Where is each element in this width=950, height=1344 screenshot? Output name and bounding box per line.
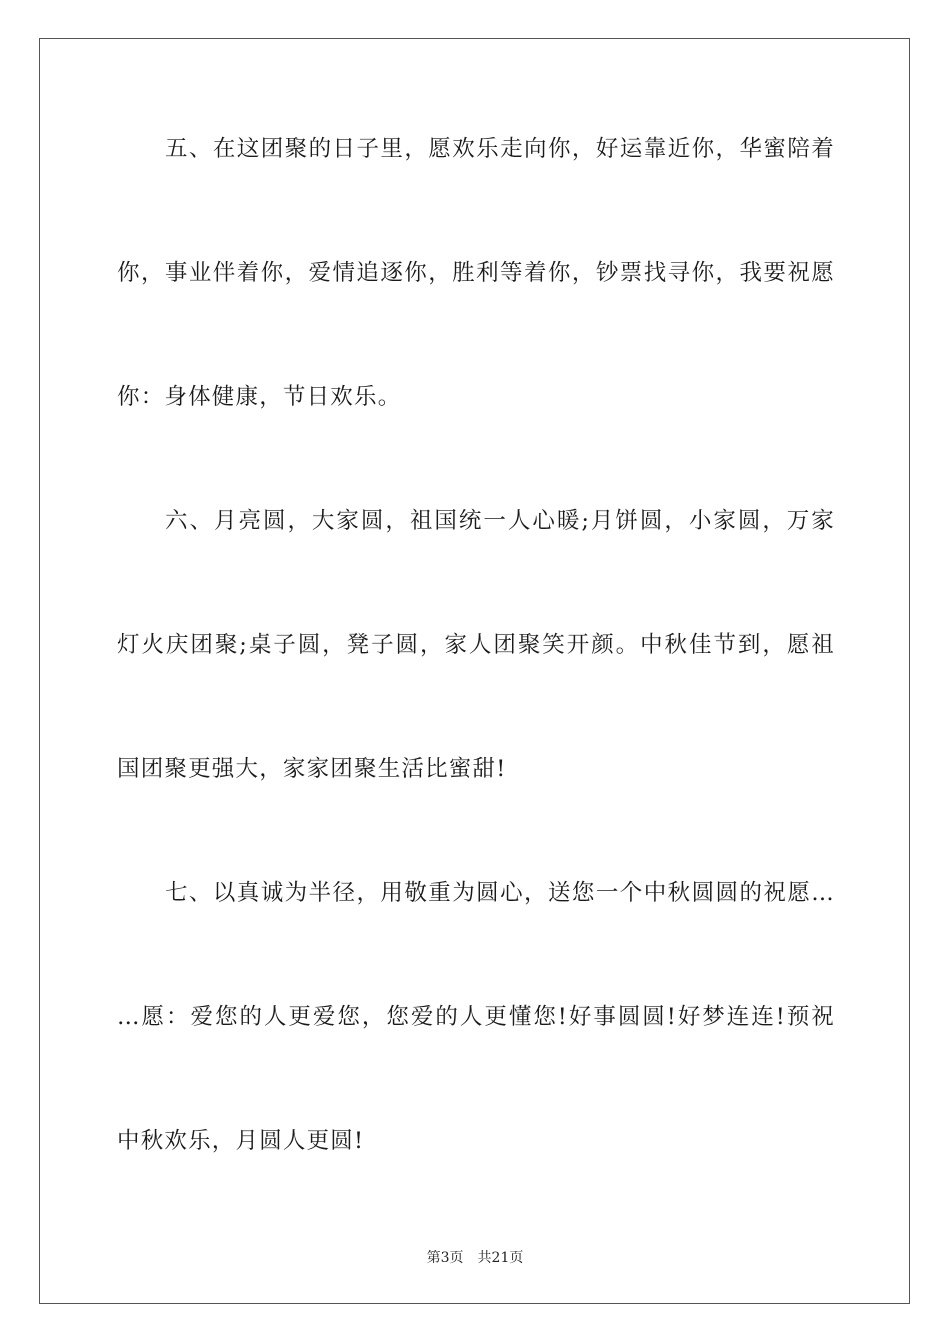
page-footer: [0, 1247, 950, 1267]
text-line: 国团聚更强大，家家团聚生活比蜜甜!: [117, 756, 507, 782]
page-number: 第3页: [426, 1250, 464, 1266]
text-line: 你：身体健康，节日欢乐。: [117, 384, 402, 410]
text-line: 七、以真诚为半径，用敬重为圆心，送您一个中秋圆圆的祝愿…: [165, 880, 835, 906]
text-line: …愿：爱您的人更爱您，您爱的人更懂您!好事圆圆!好梦连连!预祝: [117, 1004, 835, 1030]
line-spacer: [117, 180, 835, 242]
paragraph-gap: [117, 428, 835, 490]
line-spacer: [117, 924, 835, 986]
paragraph-7: [117, 862, 835, 1172]
text-line: 灯火庆团聚;桌子圆，凳子圆，家人团聚笑开颜。中秋佳节到，愿祖: [117, 632, 835, 658]
document-body: [117, 118, 835, 1172]
page-total: 共21页: [477, 1250, 524, 1266]
line-spacer: [117, 1048, 835, 1110]
paragraph-5: [117, 118, 835, 428]
text-line: 六、月亮圆，大家圆，祖国统一人心暖;月饼圆，小家圆，万家: [165, 508, 835, 534]
paragraph-gap: [117, 800, 835, 862]
line-spacer: [117, 676, 835, 738]
line-spacer: [117, 552, 835, 614]
paragraph-6: [117, 490, 835, 800]
text-line: 中秋欢乐，月圆人更圆!: [117, 1128, 365, 1154]
text-line: 你，事业伴着你，爱情追逐你，胜利等着你，钞票找寻你，我要祝愿: [117, 260, 835, 286]
line-spacer: [117, 304, 835, 366]
text-line: 五、在这团聚的日子里，愿欢乐走向你，好运靠近你，华蜜陪着: [165, 136, 835, 162]
